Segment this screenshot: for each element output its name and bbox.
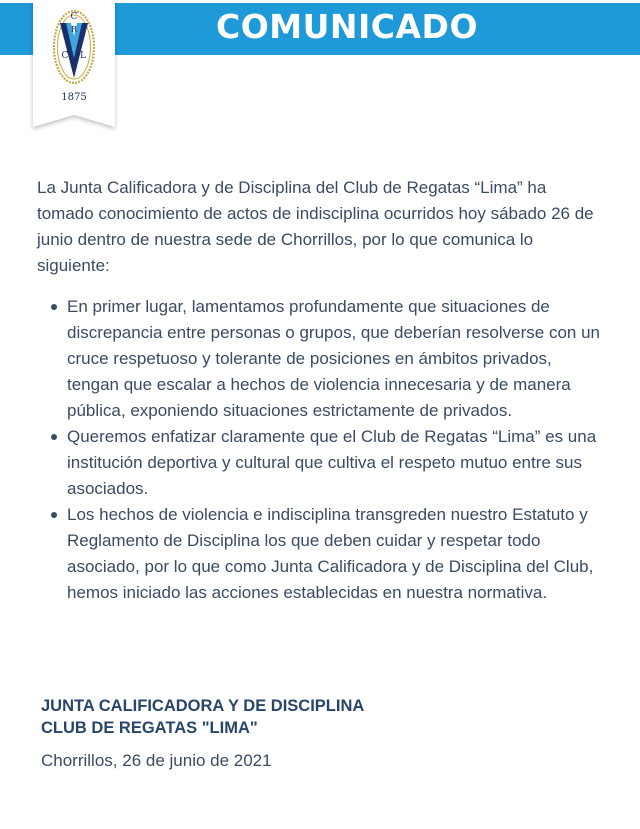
points-list — [37, 294, 607, 606]
list-item: Queremos enfatizar claramente que el Club de Regatas “Lima” es una institución deportiva y cultural que cultiva el respeto mutuo entre sus asociados. — [67, 424, 607, 502]
date-line: Chorrillos, 26 de junio de 2021 — [41, 751, 272, 770]
page-title: COMUNICADO — [216, 7, 479, 46]
emblem-letter-right: L — [80, 51, 86, 61]
signature-line-1: JUNTA CALIFICADORA Y DE DISCIPLINA — [41, 697, 365, 715]
list-item: En primer lugar, lamentamos profundamente que situaciones de discrepancia entre personas o grupos, que deberían resolverse con un cruce respetuoso y tolerante de posiciones en ámbitos privados, tengan que escalar a hechos de violencia innecesaria y de manera pública, exponiendo situaciones estrictamente de privados. — [67, 294, 607, 424]
list-item: Los hechos de violencia e indisciplina transgreden nuestro Estatuto y Reglamento de Disciplina los que deben cuidar y respetar todo asociado, por lo que como Junta Calificadora y de Disciplina del Club, hemos iniciado las acciones establecidas en nuestra normativa. — [67, 502, 607, 606]
signature-line-2: CLUB DE REGATAS "LIMA" — [41, 719, 258, 737]
communique-body — [37, 175, 607, 606]
club-logo-ribbon — [33, 0, 115, 127]
intro-paragraph: La Junta Calificadora y de Disciplina del Club de Regatas “Lima” ha tomado conocimiento de actos de indisciplina ocurridos hoy sábado 26 de junio dentro de nuestra sede de Chorrillos, por lo que comunica lo siguiente: — [37, 178, 594, 275]
emblem-letter-left: C — [61, 51, 69, 61]
signature-block — [41, 695, 364, 739]
emblem-letter-top: C — [70, 12, 78, 22]
logo-year: 1875 — [61, 92, 87, 103]
emblem-letter-middle: R — [70, 25, 78, 34]
